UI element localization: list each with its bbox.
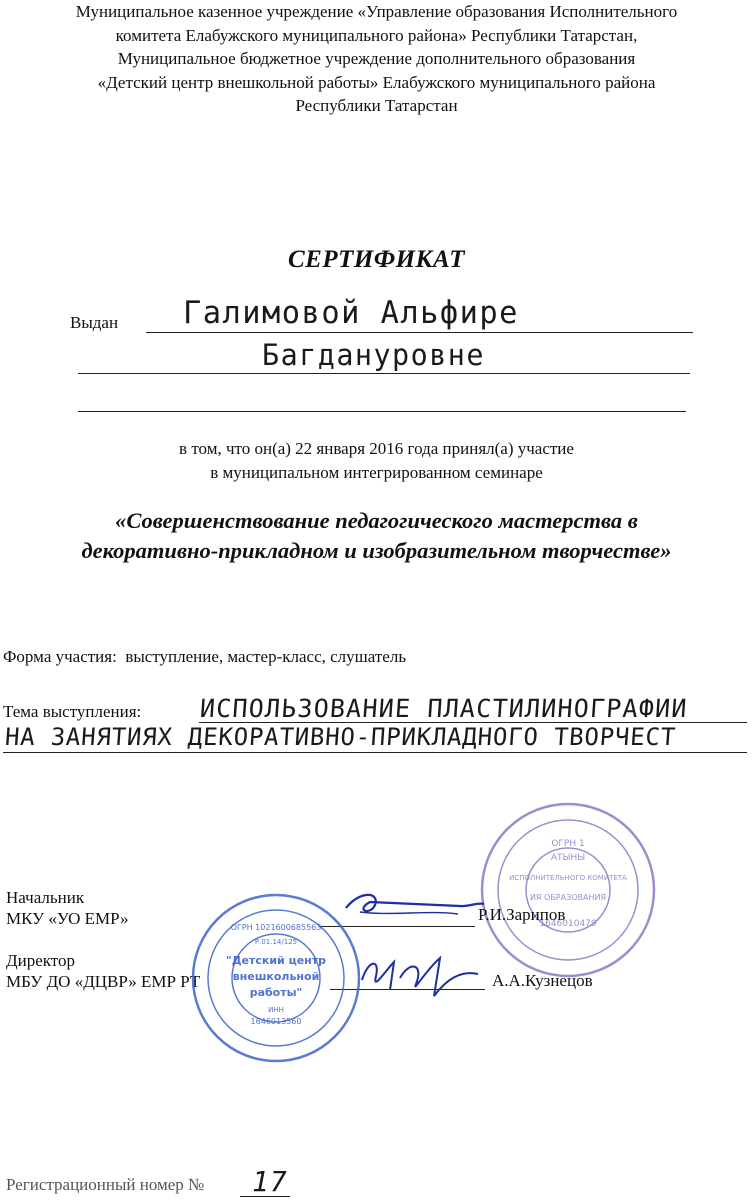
blue-stamp-text: работы" — [249, 986, 303, 999]
blue-stamp — [190, 892, 362, 1064]
header-line: Муниципальное бюджетное учреждение дополнительного образования — [117, 49, 636, 68]
name-underline-3 — [78, 411, 686, 412]
blue-stamp-text: 1646013560 — [250, 1017, 302, 1026]
director-name: А.А.Кузнецов — [492, 971, 593, 990]
issued-label: Выдан — [70, 313, 119, 332]
blue-stamp-text: "Детский центр — [225, 954, 327, 967]
blue-stamp-text: внешкольной — [232, 970, 320, 983]
chief-signatory — [6, 887, 129, 929]
purple-stamp-text: АТЫНЫ — [550, 853, 586, 863]
director-signatory — [6, 950, 200, 992]
seminar-title — [0, 506, 753, 566]
blue-stamp-text: ОГРН 1021600685563 — [230, 923, 322, 932]
topic-line1: ИСПОЛЬЗОВАНИЕ ПЛАСТИЛИНОГРАФИИ — [198, 694, 689, 723]
purple-stamp-text: ОГРН 1 — [551, 839, 585, 849]
header-line: комитета Елабужского муниципального района» Республики Татарстан, — [115, 25, 638, 45]
seminar-title-line1: «Совершенствование педагогического мастерства в — [115, 508, 638, 533]
chief-title-line1: Начальник — [6, 888, 85, 907]
registration-number: 17 — [252, 1165, 288, 1198]
participation-form — [3, 647, 406, 667]
topic-label: Тема выступления: — [3, 702, 142, 721]
issuer-header — [0, 0, 753, 118]
purple-stamp-text: ИСПОЛНИТЕЛЬНОГО КОМИТЕТА — [509, 874, 627, 882]
purple-stamp-text: 1646010479 — [539, 919, 597, 929]
header-line: Республики Татарстан — [295, 96, 458, 115]
purple-stamp-text: ИЯ ОБРАЗОВАНИЯ — [529, 893, 607, 902]
director-signature — [350, 940, 485, 1010]
topic-underline-2 — [3, 752, 747, 753]
participation-line2: в муниципальном интегрированном семинаре — [210, 463, 543, 482]
director-title-line1: Директор — [6, 951, 75, 970]
participation-form-label: Форма участия: — [3, 647, 117, 666]
certificate-title: СЕРТИФИКАТ — [288, 246, 465, 273]
topic-line2: НА ЗАНЯТИЯХ ДЕКОРАТИВНО-ПРИКЛАДНОГО ТВОРЧЕСТ — [4, 723, 677, 751]
chief-name: Р.И.Зарипов — [478, 905, 566, 924]
header-line: «Детский центр внешкольной работы» Елабужского муниципального района — [97, 72, 656, 92]
blue-stamp-text: ИНН — [268, 1006, 284, 1014]
recipient-name-line1: Галимовой Альфире — [183, 295, 519, 331]
chief-title-line2: МКУ «УО ЕМР» — [6, 909, 129, 928]
seminar-title-line2: декоративно-прикладном и изобразительном творчестве» — [81, 538, 672, 563]
registration-label: Регистрационный номер № — [6, 1175, 205, 1194]
chief-signature — [340, 880, 490, 930]
purple-stamp — [478, 800, 658, 980]
header-line: Муниципальное казенное учреждение «Управление образования Исполнительного — [75, 2, 678, 21]
name-underline-2 — [78, 373, 690, 374]
participation-line1: в том, что он(а) 22 января 2016 года принял(а) участие — [179, 439, 574, 458]
blue-stamp-text: Р.01.14/125 — [254, 938, 298, 946]
director-title-line2: МБУ ДО «ДЦВР» ЕМР РТ — [6, 972, 201, 991]
name-underline-1 — [146, 332, 693, 333]
topic-underline-1 — [199, 722, 747, 723]
participation-form-value: выступление, мастер-класс, слушатель — [125, 647, 407, 666]
recipient-name-line2: Багдануровне — [262, 338, 485, 372]
